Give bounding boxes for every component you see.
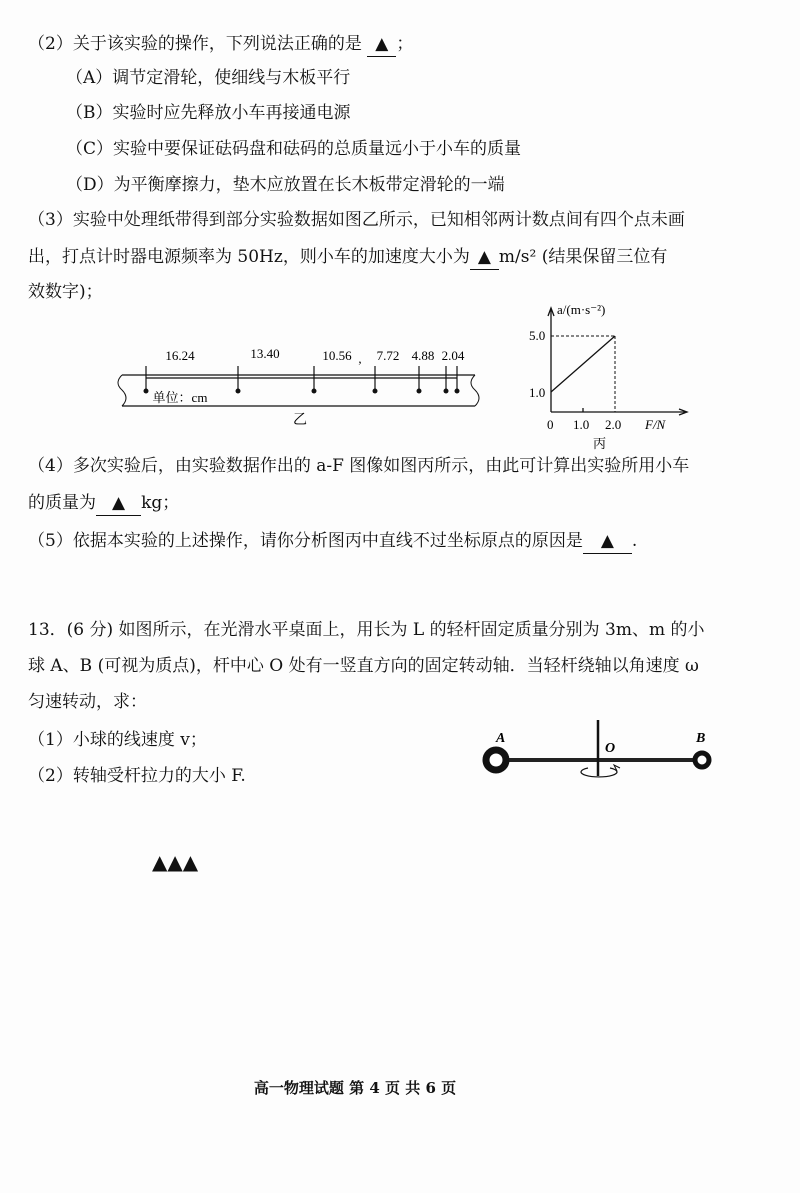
tape-unit: 单位：cm [152,390,208,405]
q13-line2: 球 A、B (可视为质点)，杆中心 O 处有一竖直方向的固定转动轴．当轻杆绕轴以角速度 ω [28,656,699,676]
punct: ； [396,34,414,54]
text: kg； [141,493,180,513]
q12-part4-line1: （4）多次实验后，由实验数据作出的 a-F 图像如图丙所示，由此可计算出实验所用小车 [28,456,690,476]
label-b: B [696,731,706,746]
q12-part2-stem: （2）关于该实验的操作，下列说法正确的是 [28,34,362,54]
option-b: （B）实验时应先释放小车再接通电源 [66,103,351,123]
q13-sub2: （2）转轴受杆拉力的大小 F. [28,766,246,786]
option-d: （D）为平衡摩擦力，垫木应放置在长木板带定滑轮的一端 [66,175,505,195]
tape-segment-1: 16.24 [165,348,195,363]
label-a: A [496,731,506,746]
q12-part3-line3: 效数字)； [28,282,103,302]
tape-segment-4: 7.72 [376,348,400,363]
tape-segment-3: 10.56 [322,348,352,363]
y-axis-label: a/(m·s⁻²) [557,302,606,317]
q12-part2 [28,32,413,57]
q13-line1: 13．(6 分) 如图所示，在光滑水平桌面上，用长为 L 的轻杆固定质量分别为 3m、m 的小 [28,620,705,640]
text: 出，打点计时器电源频率为 50Hz，则小车的加速度大小为 [28,247,470,267]
end-mark: ▲▲▲ [152,850,199,874]
ball-b [695,753,709,767]
tape-caption: 乙 [293,413,307,428]
y-tick-1: 1.0 [529,385,546,400]
q13-sub1: （1）小球的线速度 v； [28,730,207,750]
x-tick-2: 2.0 [605,417,622,432]
text: m/s² (结果保留三位有 [498,247,668,267]
q12-part4-line2 [28,491,179,516]
x-tick-1: 1.0 [573,417,590,432]
tape-segment-2: 13.40 [250,346,280,361]
y-tick-5: 5.0 [529,328,546,343]
tape-left-edge [118,375,126,406]
text: 的质量为 [28,493,96,513]
text: （5）依据本实验的上述操作，请你分析图丙中直线不过坐标原点的原因是 [28,531,583,551]
tape-segment-5: 4.88 [411,348,435,363]
paper-tape-figure [110,330,490,430]
punct: . [631,531,638,551]
answer-blank: ▲ [96,491,141,516]
page-footer: 高一物理试题 第 4 页 共 6 页 [253,1079,457,1097]
ball-a [486,750,506,770]
graph-line [551,336,615,392]
q12-part3-line1: （3）实验中处理纸带得到部分实验数据如图乙所示，已知相邻两计数点间有四个点未画 [28,210,685,230]
q13-line3: 匀速转动，求： [28,692,147,712]
answer-blank: ▲ [583,529,632,554]
q12-part3-line2 [28,245,667,270]
option-c: （C）实验中要保证砝码盘和砝码的总质量远小于小车的质量 [66,139,522,159]
label-o: O [605,741,616,756]
x-tick-0: 0 [547,417,554,432]
tape-right-edge [471,375,479,406]
graph-caption: 丙 [593,436,607,451]
a-f-graph [505,300,705,455]
tape-comma: , [358,351,362,366]
rotating-rod-figure [470,712,730,787]
answer-blank: ▲ [367,32,396,57]
q12-part5 [28,529,637,554]
tape-segment-6: 2.04 [441,348,465,363]
option-a: （A）调节定滑轮，使细线与木板平行 [66,68,351,88]
x-axis-label: F/N [645,417,666,432]
answer-blank: ▲ [470,245,499,270]
